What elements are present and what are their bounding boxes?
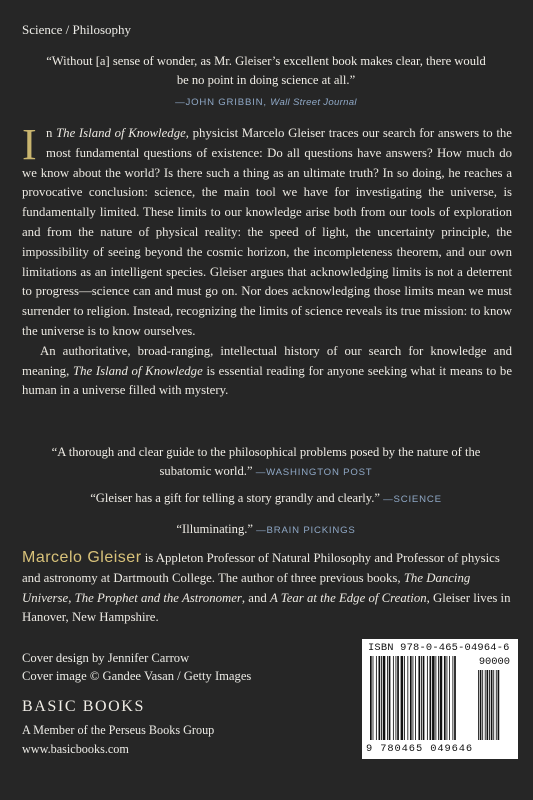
quote-attribution: —SCIENCE bbox=[383, 494, 442, 505]
barcode-digits: 9 780465 049646 bbox=[366, 743, 474, 755]
book-title: The Dancing Universe bbox=[22, 570, 471, 605]
isbn-barcode bbox=[362, 639, 518, 759]
publisher-name: BASIC BOOKS bbox=[22, 698, 145, 715]
quote-science bbox=[40, 489, 492, 509]
bio-text: , and bbox=[241, 590, 270, 605]
publisher-member-line: A Member of the Perseus Books Group bbox=[22, 723, 215, 737]
drop-cap: I bbox=[22, 120, 37, 169]
isbn-number: ISBN 978-0-465-04964-6 bbox=[368, 642, 510, 654]
description-paragraph-2 bbox=[22, 342, 512, 401]
paragraph-text: An authoritative, broad-ranging, intellectual history of our search for knowledge and meaning, bbox=[22, 343, 512, 378]
quote-washington-post bbox=[40, 443, 492, 482]
book-title: The Prophet and the Astronomer bbox=[74, 590, 242, 605]
author-name: Marcelo Gleiser bbox=[22, 549, 142, 566]
book-description bbox=[22, 120, 513, 401]
price-code: 90000 bbox=[478, 656, 510, 668]
quote-attribution: —BRAIN PICKINGS bbox=[256, 525, 356, 536]
attribution-source: Wall Street Journal bbox=[270, 97, 357, 108]
cover-image-credit: Cover image © Gandee Vasan / Getty Images bbox=[22, 669, 252, 683]
cover-credits bbox=[22, 649, 251, 685]
publisher-url: www.basicbooks.com bbox=[22, 742, 129, 756]
cover-design-credit: Cover design by Jennifer Carrow bbox=[22, 651, 190, 665]
book-title: The Island of Knowledge bbox=[56, 126, 186, 140]
description-paragraph-1 bbox=[22, 120, 512, 342]
quote-text: “A thorough and clear guide to the philosophical problems posed by the nature of the subatomic world.” bbox=[51, 445, 481, 478]
quote-text: “Gleiser has a gift for telling a story grandly and clearly.” bbox=[90, 491, 380, 505]
book-title: The Island of Knowledge bbox=[72, 363, 203, 378]
bio-text: , bbox=[68, 590, 75, 605]
quote-brain-pickings bbox=[40, 520, 492, 540]
paragraph-text: , physicist Marcelo Gleiser traces our search for answers to the most fundamental questions of existence: Do all questions have answers? How much do we know about the world? Is there such a thing as an ultimate truth? In so doing, he reaches a provocative conclusion: science, the main tool we have for investigating the universe, is fundamentally limited. These limits to our knowledge arise both from our tools of exploration and from the nature of physical reality: the speed of light, the uncertainty principle, the impossibility of seeing beyond the cosmic horizon, the incompleteness theorem, and our own limitations as an intelligent species. Gleiser argues that acknowledging limits is not a deterrent to progress—science can and must go on. Nor does acknowledging those limits mean we must surrender to religion. Instead, recognizing the limits of science reveals its true mission: to know the universe is to know ourselves. bbox=[22, 126, 512, 338]
quote-text: “Without [a] sense of wonder, as Mr. Gleiser’s excellent book makes clear, there would be no point in doing science at all.” bbox=[46, 54, 486, 87]
author-bio bbox=[22, 548, 512, 628]
barcode-icon bbox=[370, 656, 510, 744]
attribution-name: —JOHN GRIBBIN, bbox=[175, 97, 267, 108]
paragraph-text: is essential reading for anyone seeking what it means to be human in a universe filled with mystery. bbox=[22, 363, 513, 398]
quote-attribution: —WASHINGTON POST bbox=[255, 467, 373, 478]
book-title: A Tear at the Edge of Creation bbox=[269, 590, 427, 605]
quote-attribution bbox=[40, 93, 492, 112]
bio-text: , Gleiser lives in Hanover, New Hampshire. bbox=[22, 590, 511, 625]
quote-gribbin bbox=[40, 52, 492, 112]
paragraph-text: n bbox=[46, 126, 57, 140]
quote-text: “Illuminating.” bbox=[176, 522, 253, 536]
bio-text: is Appleton Professor of Natural Philosophy and Professor of physics and astronomy at Dartmouth College. The author of three previous books, bbox=[22, 551, 500, 585]
category-label: Science / Philosophy bbox=[22, 22, 132, 37]
publisher-block bbox=[22, 698, 214, 759]
